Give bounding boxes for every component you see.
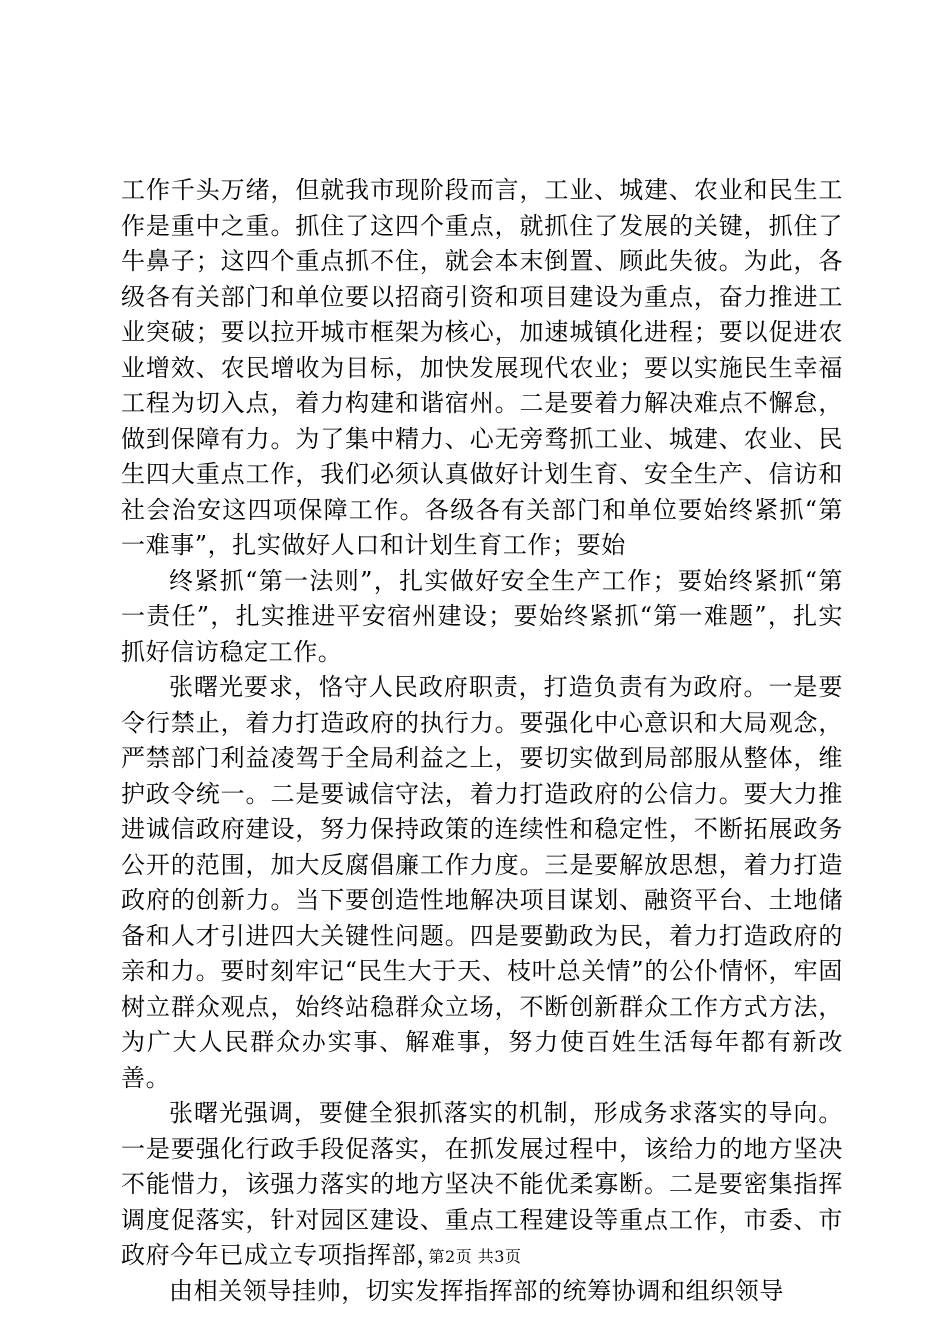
paragraph-4: 张曙光强调，要健全狠抓落实的机制，形成务求落实的导向。一是要强化行政手段促落实，在抓发展过程中，该给力的地方坚决不能惜力，该强力落实的地方坚决不能优柔寡断。二是要密集指挥调度促落实，针对园区建设、重点工程建设等重点工作，市委、市政府今年已成立专项指挥部，	[121, 1099, 843, 1269]
paragraph-3: 张曙光要求，恪守人民政府职责，打造负责有为政府。一是要令行禁止，着力打造政府的执行力。要强化中心意识和大局观念，严禁部门利益凌驾于全局利益之上，要切实做到局部服从整体，维护政令统一。二是要诚信守法，着力打造政府的公信力。要大力推进诚信政府建设，努力保持政策的连续性和稳定性，不断拓展政务公开的范围，加大反腐倡廉工作力度。三是要解放思想，着力打造政府的创新力。当下要创造性地解决项目谋划、融资平台、土地储备和人才引进四大关键性问题。四是要勤政为民，着力打造政府的亲和力。要时刻牢记“民生大于天、枝叶总关情”的公仆情怀，牢固树立群众观点，始终站稳群众立场，不断创新群众工作方式方法，为广大人民群众办实事、解难事，努力使百姓生活每年都有新改善。	[121, 673, 843, 1092]
paragraph-1: 工作千头万绪，但就我市现阶段而言，工业、城建、农业和民生工作是重中之重。抓住了这四个重点，就抓住了发展的关键，抓住了牛鼻子；这四个重点抓不住，就会本末倒置、顾此失彼。为此，各级各有关部门和单位要以招商引资和项目建设为重点，奋力推进工业突破；要以拉开城市框架为核心，加速城镇化进程；要以促进农业增效、农民增收为目标，加快发展现代农业；要以实施民生幸福工程为切入点，着力构建和谐宿州。二是要着力解决难点不懈怠，做到保障有力。为了集中精力、心无旁骛抓工业、城建、农业、民生四大重点工作，我们必须认真做好计划生育、安全生产、信访和社会治安这四项保障工作。各级各有关部门和单位要始终紧抓“第一难事”，扎实做好人口和计划生育工作；要始	[121, 176, 843, 559]
paragraph-2: 终紧抓“第一法则”，扎实做好安全生产工作；要始终紧抓“第一责任”，扎实推进平安宿州建设；要始终紧抓“第一难题”，扎实抓好信访稳定工作。	[121, 566, 843, 666]
paragraph-5: 由相关领导挂帅，切实发挥指挥部的统筹协调和组织领导	[169, 1276, 784, 1305]
document-body	[121, 173, 843, 1309]
page-footer: 第2页 共3页	[428, 1247, 522, 1266]
